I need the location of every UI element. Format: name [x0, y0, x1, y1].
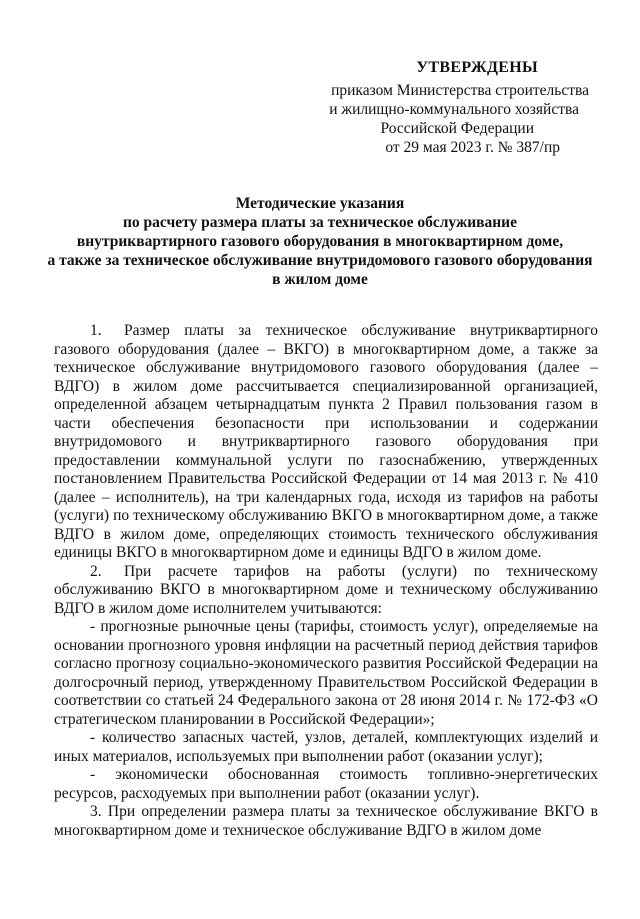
document-title: [40, 194, 600, 289]
list-item: - прогнозные рыночные цены (тарифы, стоимость услуг), определяемые на основании прогнозного уровня инфляции на расчетный период действия тарифов согласно прогнозу социально-экономического развития Российской Федерации на долгосрочный период, утвержденному Правительством Российской Федерации в соответствии со статьей 24 Федерального закона от 28 июня 2014 г. № 172-ФЗ «О стратегическом планировании в Российской Федерации»;: [54, 618, 598, 728]
paragraph-number: 1.: [90, 322, 102, 339]
approval-line: приказом Министерства строительства: [331, 82, 589, 99]
paragraph-text: При расчете тарифов на работы (услуги) по техническому обслуживанию ВКГО в многоквартирном доме и техническому обслуживанию ВДГО в жилом доме исполнителем учитываются:: [54, 562, 598, 617]
title-line: в жилом доме: [272, 271, 368, 288]
paragraph-number: 2.: [90, 562, 102, 580]
list-item: - экономически обоснованная стоимость топливно-энергетических ресурсов, расходуемых при выполнении работ (оказании услуг).: [54, 766, 598, 802]
title-line: по расчету размера платы за техническое обслуживание: [122, 214, 517, 231]
approval-block: [300, 58, 600, 157]
approval-line: и жилищно-коммунального хозяйства: [329, 101, 579, 118]
approval-line: от 29 мая 2023 г. № 387/пр: [385, 139, 560, 156]
list-item: - количество запасных частей, узлов, деталей, комплектующих изделий и иных материалов, используемых при выполнении работ (оказании услуг);: [54, 729, 598, 765]
paragraph-3: 3. При определении размера платы за техническое обслуживание ВКГО в многоквартирном доме и техническое обслуживание ВДГО в жилом доме: [54, 803, 598, 839]
approval-heading: УТВЕРЖДЕНЫ: [416, 59, 538, 76]
paragraph-2: [54, 563, 598, 619]
title-line: внутриквартирного газового оборудования в многоквартирном доме,: [76, 233, 564, 250]
title-line: а также за техническое обслуживание внутридомового газового оборудования: [47, 252, 593, 269]
approval-line: Российской Федерации: [380, 120, 534, 137]
paragraph-text: Размер платы за техническое обслуживание внутриквартирного газового оборудования (далее – ВКГО) в многоквартирном доме, а также за техническое обслуживание внутридомового газового оборудования (далее – ВДГО) в жилом доме рассчитывается специализированной организацией, определенной абзацем четырнадцатым пункта 2 Правил пользования газом в части обеспечения безопасности при использовании и содержании внутридомового и внутриквартирного газового оборудования при предоставлении коммунальной услуги по газоснабжению, утвержденных постановлением Правительства Российской Федерации от 14 мая 2013 г. № 410 (далее – исполнитель), на три календарных года, исходя из тарифов на работы (услуги) по техническому обслуживанию ВКГО в многоквартирном доме, а также ВДГО в жилом доме, определяющих стоимость технического обслуживания единицы ВКГО в многоквартирном доме и единицы ВДГО в жилом доме.: [54, 322, 598, 561]
document-body: [54, 322, 598, 840]
title-line: Методические указания: [235, 195, 405, 212]
paragraph-1: [54, 322, 598, 563]
